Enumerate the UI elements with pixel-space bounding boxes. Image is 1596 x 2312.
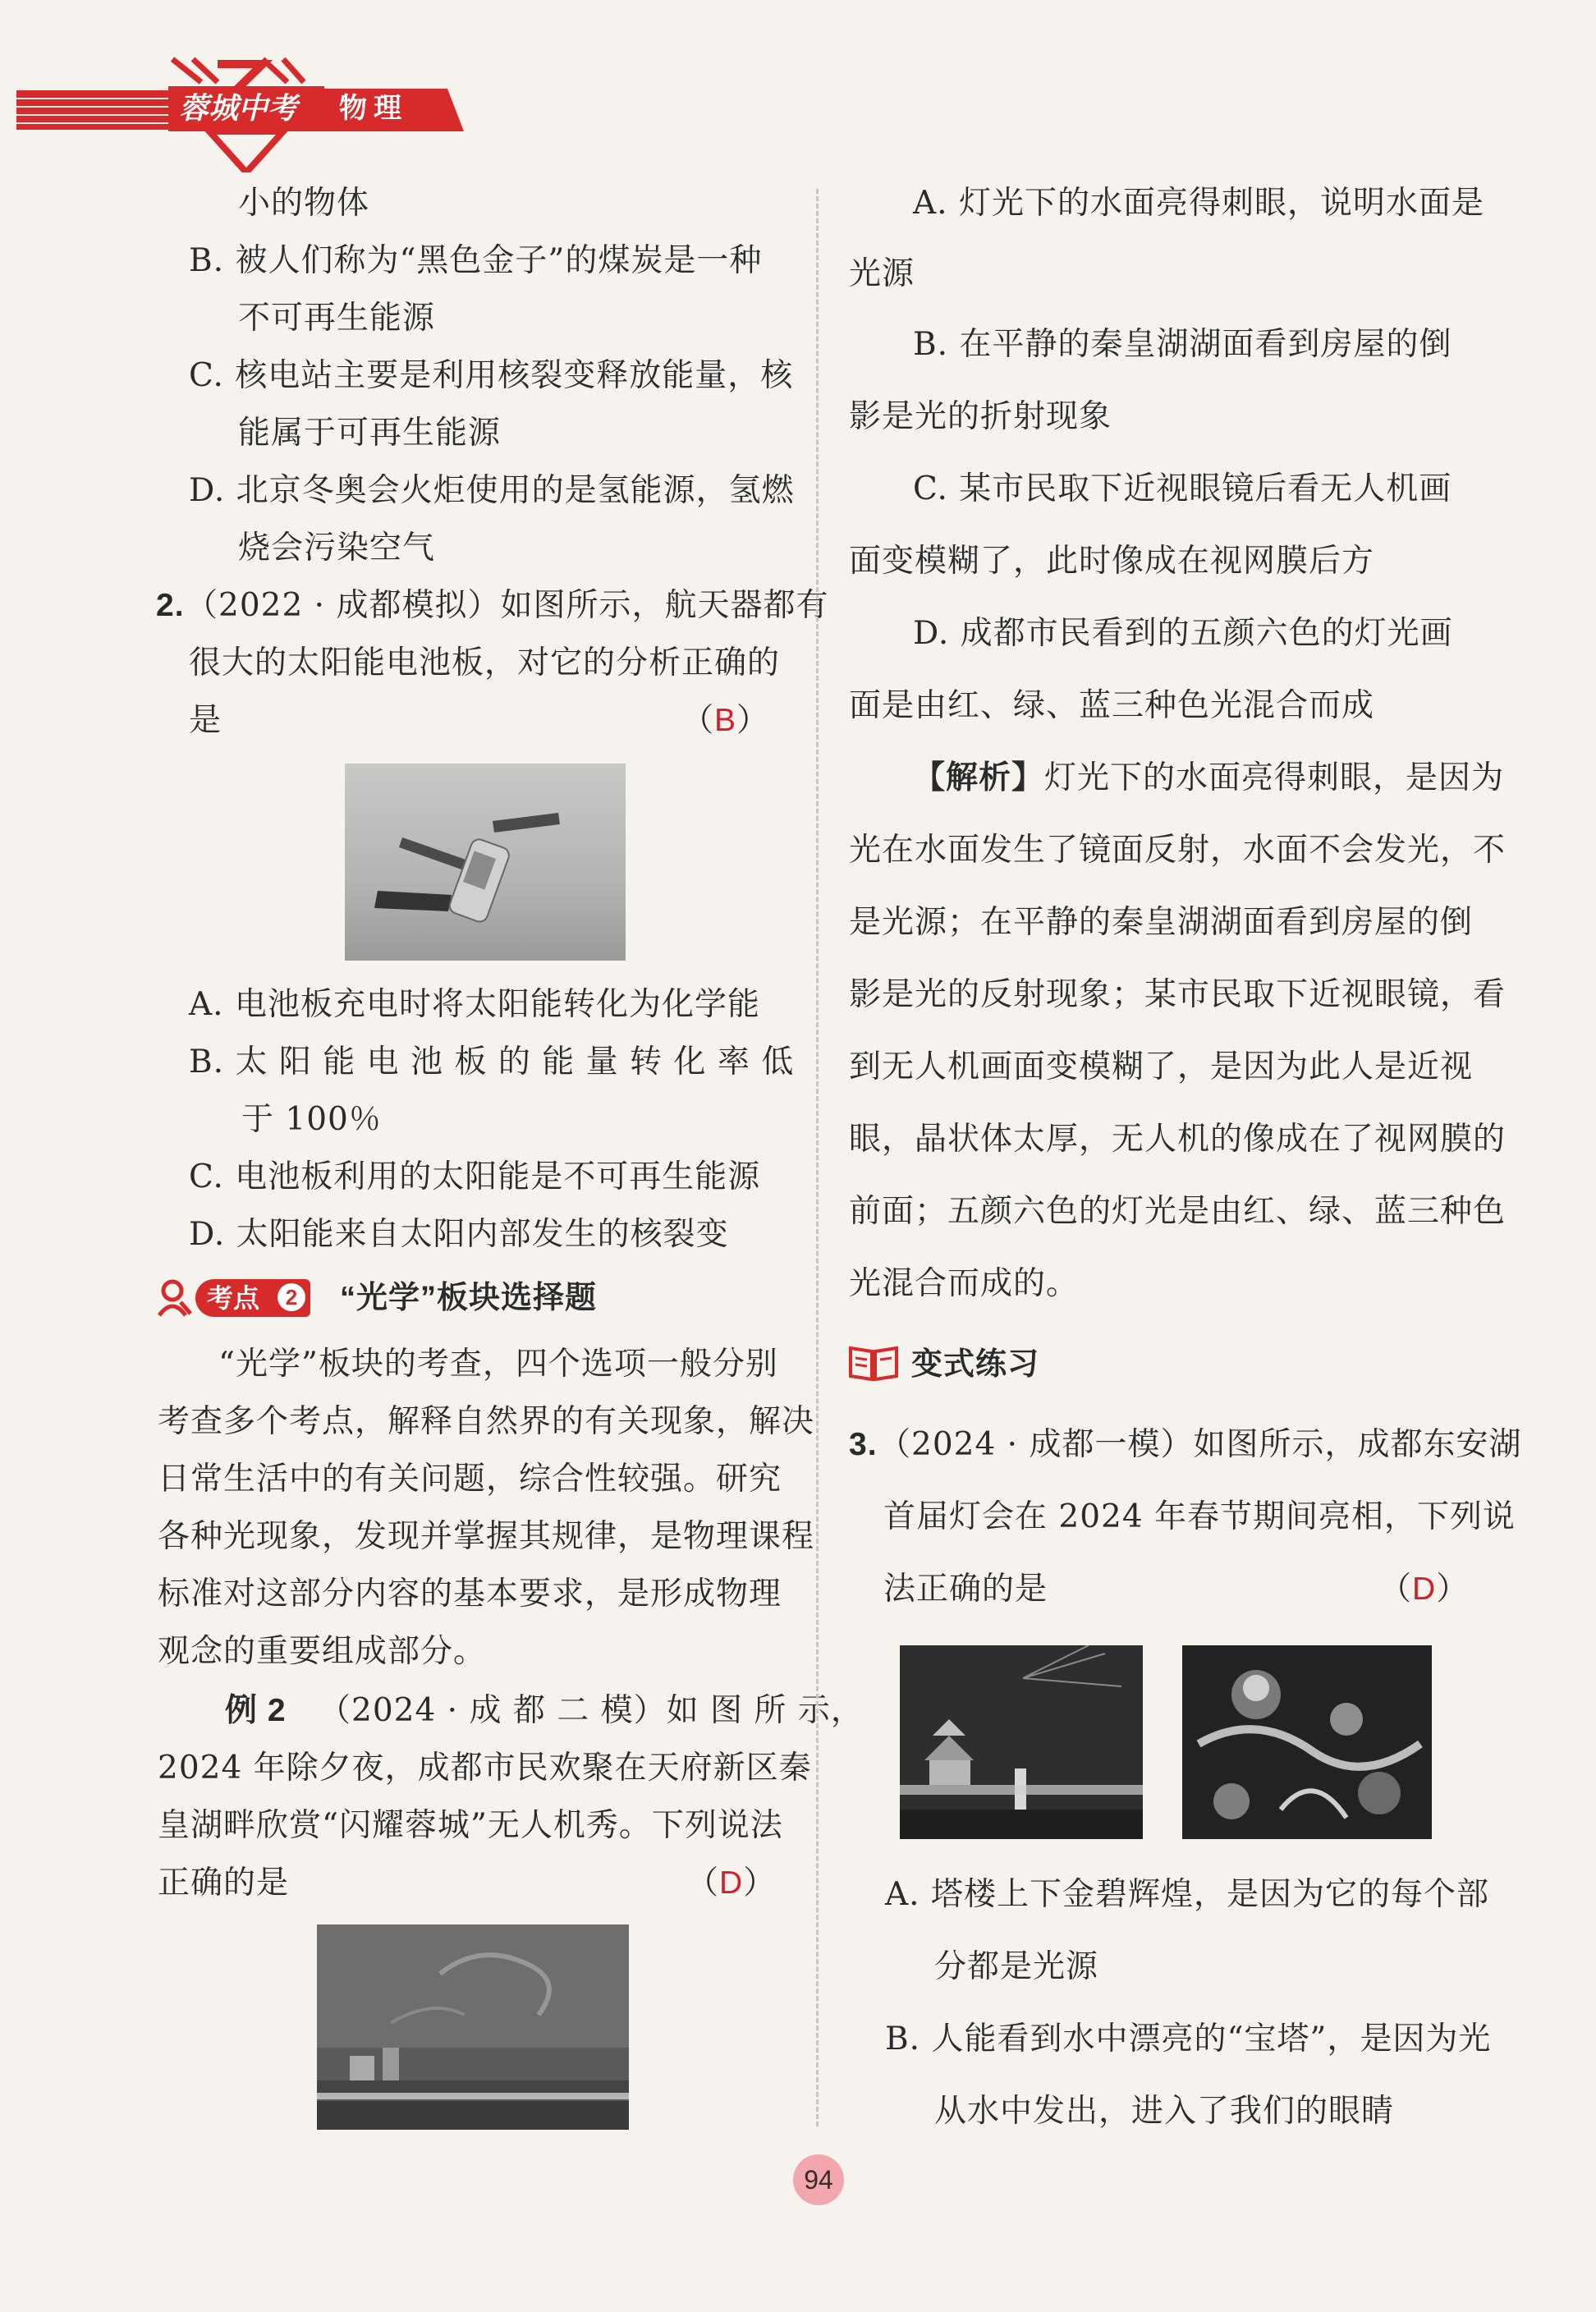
column-divider [816,189,819,2126]
q3-option-b-line1: B. 人能看到水中漂亮的“宝塔”，是因为光 [885,2021,1492,2057]
kaodian-label: 考点 [207,1283,260,1313]
example-option-a-line2: 光源 [849,255,915,292]
example-answer: D [719,1865,744,1901]
q3-stem-line1: （2024 · 成都一模）如图所示，成都东安湖 [878,1426,1522,1463]
q3-stem-line2: 首届灯会在 2024 年春节期间亮相，下列说 [883,1498,1516,1535]
example-option-c-line1: C. 某市民取下近视眼镜后看无人机画 [913,470,1452,507]
example-option-d-line1: D. 成都市民看到的五颜六色的灯光画 [913,615,1453,652]
q2-option-b-line1: B. 太 阳 能 电 池 板 的 能 量 转 化 率 低 [189,1044,795,1080]
analysis-line3: 是光源；在平静的秦皇湖湖面看到房屋的倒 [849,904,1474,941]
q2-option-d: D. 太阳能来自太阳内部发生的核裂变 [189,1216,729,1253]
example-option-b-line2: 影是光的折射现象 [849,398,1112,435]
kaodian-tag [195,1279,310,1317]
example-stem-line2: 2024 年除夕夜，成都市民欢聚在天府新区秦 [158,1750,812,1787]
example-stem-line4: 正确的是 [158,1865,290,1901]
analysis-line7: 前面；五颜六色的灯光是由红、绿、蓝三种色 [849,1193,1507,1230]
analysis-line4: 影是光的反射现象；某市民取下近视眼镜，看 [849,976,1507,1013]
example-option-a-line1: A. 灯光下的水面亮得刺眼，说明水面是 [913,185,1484,222]
q2-number: 2. [156,588,185,623]
q3-stem-line3: 法正确的是 [883,1571,1048,1608]
practice-title: 变式练习 [911,1347,1040,1382]
practice-book-icon [847,1343,901,1383]
kaodian-icon [156,1278,194,1319]
drone-show-photo [317,1924,629,2130]
example-answer-bracket [686,1864,776,1903]
q1-option-c-line1: C. 核电站主要是利用核裂变释放能量，核 [189,357,794,394]
q3-option-a-line2: 分都是光源 [934,1948,1099,1985]
analysis-line2: 光在水面发生了镜面反射，水面不会发光，不 [849,832,1507,869]
intro-line5: 标准对这部分内容的基本要求，是形成物理 [158,1576,782,1612]
paren-close: ） [1436,1571,1470,1608]
q1-option-b-line2: 不可再生能源 [238,300,436,337]
kaodian-number: 2 [277,1283,305,1311]
paren-open: （ [681,702,715,739]
analysis-line6: 眼，晶状体太厚，无人机的像成在了视网膜的 [849,1121,1507,1158]
q1-option-c-line2: 能属于可再生能源 [238,415,502,452]
analysis-line5: 到无人机画面变模糊了，是因为此人是近视 [849,1048,1474,1085]
intro-line3: 日常生活中的有关问题，综合性较强。研究 [158,1461,782,1498]
q2-answer-bracket [681,701,769,741]
example-option-b-line1: B. 在平静的秦皇湖湖面看到房屋的倒 [913,326,1452,363]
q2-stem-line2: 很大的太阳能电池板，对它的分析正确的 [189,645,781,681]
lantern-display-photo [1182,1645,1432,1839]
analysis-tag: 【解析】 [913,760,1045,796]
q2-option-c: C. 电池板利用的太阳能是不可再生能源 [189,1158,761,1195]
paren-open: （ [686,1865,720,1901]
q2-stem-line3: 是 [189,702,222,739]
analysis-text: 灯光下的水面亮得刺眼，是因为 [1044,759,1505,796]
q1-option-d-line2: 烧会污染空气 [238,530,436,567]
subject-label: 物理 [339,93,408,124]
paren-close: ） [743,1865,777,1901]
example-option-d-line2: 面是由红、绿、蓝三种色光混合而成 [849,687,1375,724]
q1-option-a-tail: 小的物体 [238,185,370,222]
q3-option-b-line2: 从水中发出，进入了我们的眼睛 [934,2093,1395,2130]
q3-number: 3. [849,1427,878,1462]
intro-line4: 各种光现象，发现并掌握其规律，是物理课程 [158,1518,815,1555]
paren-open: （ [1379,1571,1413,1608]
q2-answer: B [714,703,737,738]
q3-answer: D [1412,1571,1437,1607]
q3-answer-bracket [1379,1570,1469,1609]
analysis-line8: 光混合而成的。 [849,1265,1080,1302]
q1-option-b-line1: B. 被人们称为“黑色金子”的煤炭是一种 [189,242,763,279]
page-number: 94 [793,2154,844,2205]
example-stem-line1: （2024 · 成 都 二 模）如 图 所 示， [319,1692,864,1729]
intro-line1: “光学”板块的考查，四个选项一般分别 [218,1346,778,1383]
analysis-line1 [913,759,1504,798]
spacecraft-photo [345,764,626,961]
paren-close: ） [736,702,770,739]
q2-option-a: A. 电池板充电时将太阳能转化为化学能 [189,986,760,1023]
intro-line2: 考查多个考点，解释自然界的有关现象，解决 [158,1403,815,1440]
q2-option-b-line2: 于 100％ [241,1101,382,1138]
example-stem-line3: 皇湖畔欣赏“闪耀蓉城”无人机秀。下列说法 [158,1807,783,1844]
intro-line6: 观念的重要组成部分。 [158,1633,487,1670]
example-option-c-line2: 面变模糊了，此时像成在视网膜后方 [849,543,1375,580]
q2-stem-line1: （2022 · 成都模拟）如图所示，航天器都有 [186,587,829,624]
pagoda-night-photo [900,1645,1143,1839]
q3-option-a-line1: A. 塔楼上下金碧辉煌，是因为它的每个部 [885,1876,1489,1913]
example-label: 例 2 [225,1693,287,1728]
q1-option-d-line1: D. 北京冬奥会火炬使用的是氢能源，氢燃 [189,472,795,509]
brand-name: 蓉城中考 [178,91,297,125]
kaodian-title: “光学”板块选择题 [340,1281,598,1315]
